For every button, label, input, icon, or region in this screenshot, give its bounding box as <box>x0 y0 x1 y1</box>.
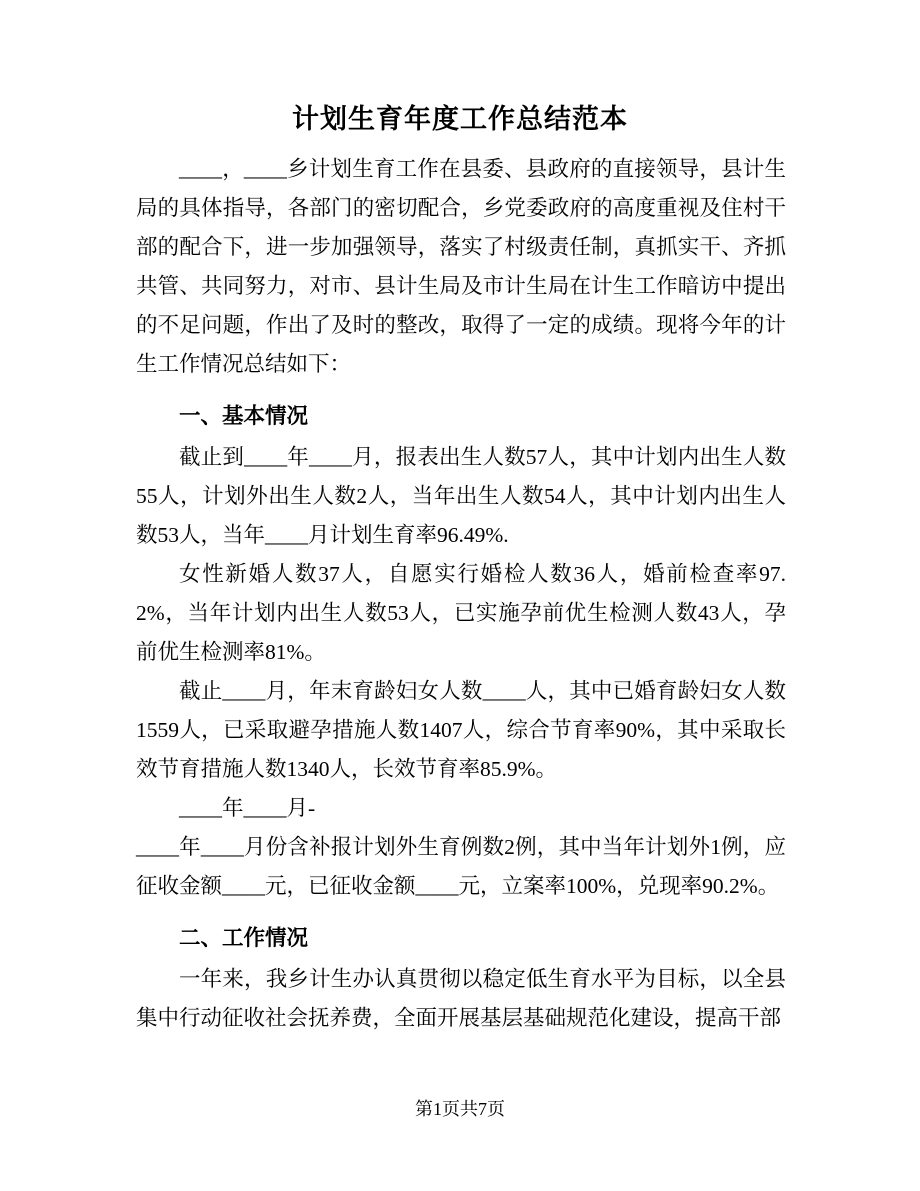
section-heading: 二、工作情况 <box>179 926 309 950</box>
paragraph: 一年来，我乡计生办认真贯彻以稳定低生育水平为目标，以全县集中行动征收社会抚养费，全面开展基层基础规范化建设，提高干部 <box>136 967 786 1030</box>
paragraph: 截止到____年____月，报表出生人数57人，其中计划内出生人数55人，计划外出生人数2人，当年出生人数54人，其中计划内出生人数53人，当年____月计划生育率96.49%. <box>136 445 786 547</box>
paragraph: ____年____月份含补报计划外生育例数2例，其中当年计划外1例，应征收金额____元，已征收金额____元，立案率100%，兑现率90.2%。 <box>136 835 786 898</box>
paragraph: ____年____月- <box>179 796 316 820</box>
paragraph: 女性新婚人数37人，自愿实行婚检人数36人，婚前检查率97.2%，当年计划内出生人数53人，已实施孕前优生检测人数43人，孕前优生检测率81%。 <box>136 562 786 664</box>
paragraph: ____，____乡计划生育工作在县委、县政府的直接领导，县计生局的具体指导，各部门的密切配合，乡党委政府的高度重视及住村干部的配合下，进一步加强领导，落实了村级责任制，真抓实干、齐抓共管、共同努力，对市、县计生局及市计生局在计生工作暗访中提出的不足问题，作出了及时的整改，取得了一定的成绩。现将今年的计生工作情况总结如下： <box>136 157 786 376</box>
document-body <box>136 150 786 1038</box>
page-number-label: 第1页共7页 <box>415 1099 505 1119</box>
paragraph: 截止____月，年末育龄妇女人数____人，其中已婚育龄妇女人数1559人，已采取避孕措施人数1407人，综合节育率90%，其中采取长效节育措施人数1340人，长效节育率85.9%。 <box>136 679 786 781</box>
section-heading: 一、基本情况 <box>179 404 309 428</box>
document-title: 计划生育年度工作总结范本 <box>292 104 628 134</box>
